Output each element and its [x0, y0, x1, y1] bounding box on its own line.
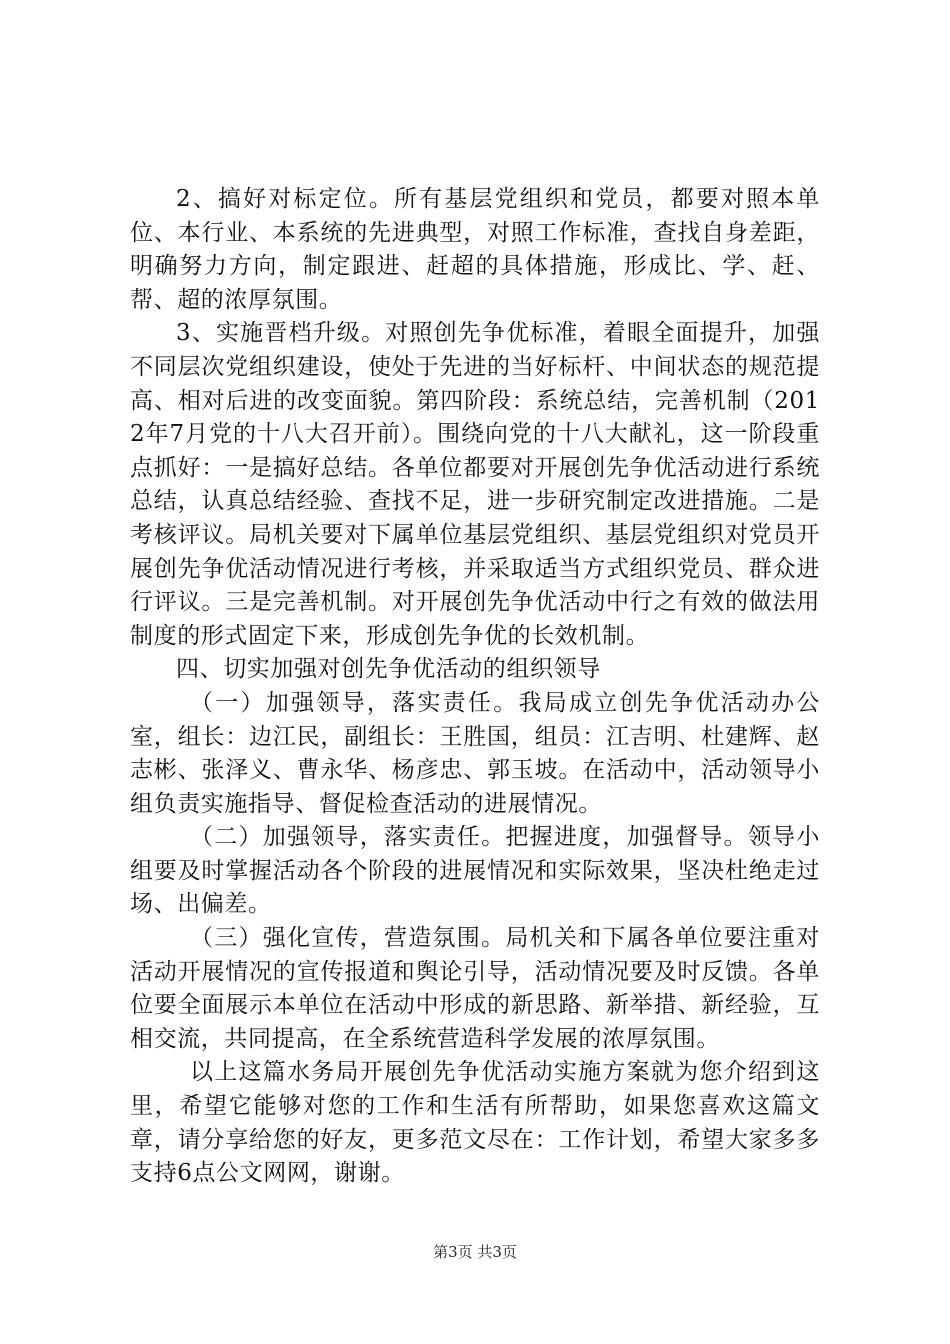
paragraph-publicity: （三）强化宣传，营造氛围。局机关和下属各单位要注重对活动开展情况的宣传报道和舆论引导，活动情况要及时反馈。各单位要全面展示本单位在活动中形成的新思路、新举措、新经验，互相交流，共同提高，在全系统营造科学发展的浓厚氛围。	[130, 925, 820, 1052]
paragraph-benchmark-positioning: 2、搞好对标定位。所有基层党组织和党员，都要对照本单位、本行业、本系统的先进典型，对照工作标准，查找自身差距，明确努力方向，制定跟进、赶超的具体措施，形成比、学、赶、帮、超的浓厚氛围。	[130, 186, 820, 313]
paragraph-supervision: （二）加强领导，落实责任。把握进度，加强督导。领导小组要及时掌握活动各个阶段的进展情况和实际效果，坚决杜绝走过场、出偏差。	[130, 824, 820, 918]
document-body	[130, 183, 820, 1191]
paragraph-leadership-group: （一）加强领导，落实责任。我局成立创先争优活动办公室，组长：边江民，副组长：王胜国，组员：江吉明、杜建辉、赵志彬、张泽义、曹永华、杨彦忠、郭玉坡。在活动中，活动领导小组负责实施指导、督促检查活动的进展情况。	[130, 689, 820, 817]
paragraph-closing: 以上这篇水务局开展创先争优活动实施方案就为您介绍到这里，希望它能够对您的工作和生活有所帮助，如果您喜欢这篇文章，请分享给您的好友，更多范文尽在：工作计划，希望大家多多支持6点公文网网，谢谢。	[130, 1059, 820, 1187]
section-heading-organization-leadership: 四、切实加强对创先争优活动的组织领导	[176, 656, 601, 683]
page-number-footer: 第3页 共3页	[433, 1243, 517, 1261]
paragraph-upgrade-and-phase-four: 3、实施晋档升级。对照创先争优标准，着眼全面提升，加强不同层次党组织建设，使处于先进的当好标杆、中间状态的规范提高、相对后进的改变面貌。第四阶段：系统总结，完善机制（2012年7月党的十八大召开前）。围绕向党的十八大献礼，这一阶段重点抓好：一是搞好总结。各单位都要对开展创先争优活动进行系统总结，认真总结经验、查找不足，进一步研究制定改进措施。二是考核评议。局机关要对下属单位基层党组织、基层党组织对党员开展创先争优活动情况进行考核，并采取适当方式组织党员、群众进行评议。三是完善机制。对开展创先争优活动中行之有效的做法用制度的形式固定下来，形成创先争优的长效机制。	[130, 320, 820, 649]
